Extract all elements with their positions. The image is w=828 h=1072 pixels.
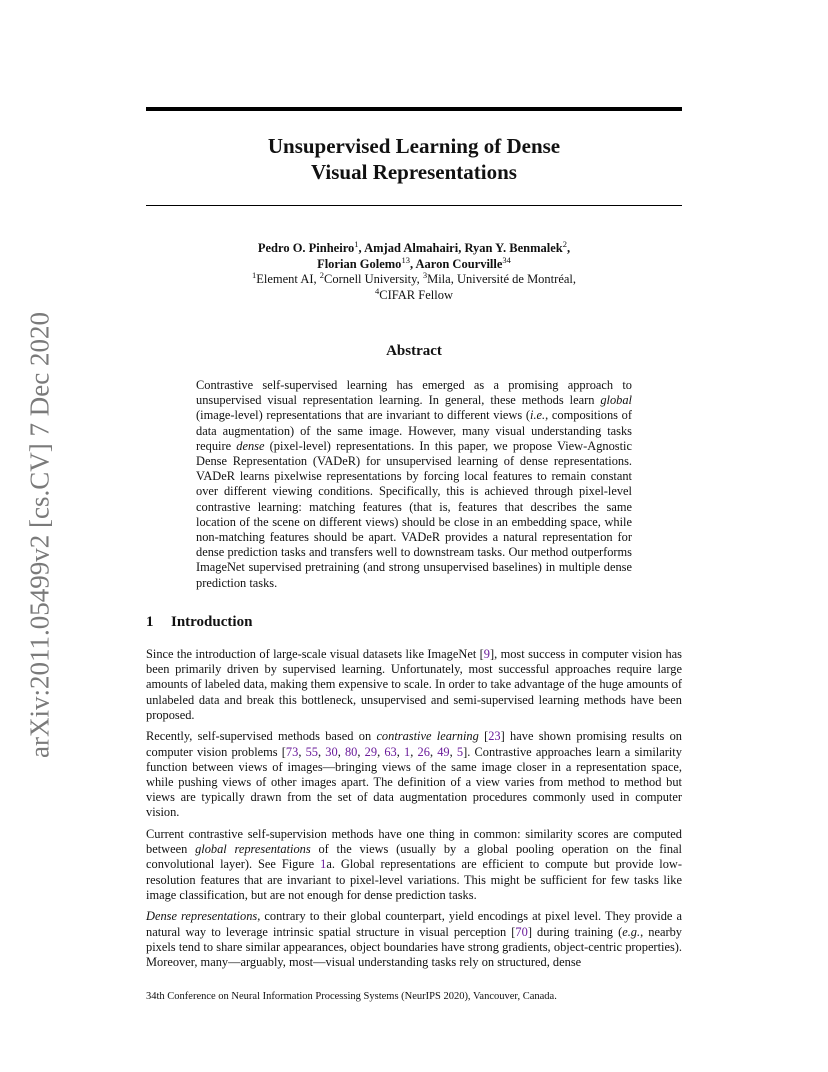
affiliation: Mila, Université de Montréal, bbox=[427, 272, 577, 286]
affiliation-mark: 4 bbox=[375, 285, 380, 296]
affiliation-mark: 2 bbox=[319, 270, 325, 280]
author-separator: , bbox=[567, 241, 571, 255]
text-segment: ] during training ( bbox=[527, 924, 623, 939]
text-segment: Recently, self-supervised methods based on bbox=[146, 729, 377, 744]
citation-link[interactable]: 30 bbox=[325, 744, 338, 759]
citation-link[interactable]: 63 bbox=[384, 744, 397, 759]
citation-link[interactable]: 23 bbox=[488, 729, 501, 744]
text-segment: a. Global representations are efficient to compute but provide low-resolution features that are invariant to pixel-level variations. This might be sufficient for few tasks like image classification, but are not enough for dense prediction tasks. bbox=[146, 857, 682, 902]
affiliation-line-1 bbox=[146, 272, 682, 288]
affiliation-mark: 2 bbox=[562, 239, 567, 249]
text-segment: , nearby pixels tend to share similar appearances, object boundaries have strong gradients, object-centric properties). Moreover, many—arguably, most—visual understanding tasks rely on structured, dense bbox=[146, 924, 682, 970]
text-segment: Since the introduction of large-scale visual datasets like ImageNet [ bbox=[146, 647, 484, 661]
paragraph-3 bbox=[146, 827, 682, 903]
title-line-2: Visual Representations bbox=[311, 160, 517, 184]
emphasis: global representations bbox=[195, 842, 311, 857]
affiliation-mark: 13 bbox=[401, 254, 410, 265]
abstract-text bbox=[196, 378, 632, 591]
affiliation-mark: 1 bbox=[354, 239, 359, 249]
affiliation-line-2 bbox=[146, 285, 682, 304]
emphasis: contrastive learning bbox=[376, 729, 479, 744]
affiliation: CIFAR Fellow bbox=[379, 287, 453, 302]
affiliation: Element AI, bbox=[256, 272, 320, 286]
abstract-segment: (image-level) representations that are invariant to different views ( bbox=[196, 408, 530, 423]
text-segment: ], most success in computer vision has been primarily driven by supervised learning. Unfortunately, most successful approaches require large amounts of labeled data, making them expensive to scale. In order to take advantage of the huge amounts of unlabeled data and break this bottleneck, unsupervised and semi-supervised learning methods have been proposed. bbox=[146, 647, 682, 722]
affiliation-mark: 34 bbox=[502, 254, 511, 265]
arxiv-identifier-stamp bbox=[20, 290, 60, 780]
abstract-emphasis: dense bbox=[236, 438, 265, 453]
text-segment: ] have shown promising results on computer vision problems [ bbox=[146, 729, 682, 759]
abstract-segment: , compositions of data augmentation) of the same image. However, many visual understanding tasks require bbox=[196, 408, 632, 453]
citation-link[interactable]: 73 bbox=[285, 744, 299, 759]
paper-title bbox=[146, 133, 682, 185]
section-title: Introduction bbox=[171, 614, 253, 630]
author-name: , Aaron Courville bbox=[409, 256, 503, 271]
citation-link[interactable]: 26 bbox=[417, 744, 430, 759]
title-top-rule bbox=[146, 107, 682, 111]
abstract-segment: Contrastive self-supervised learning has emerged as a promising approach to unsupervised visual representation learning. In general, these methods learn bbox=[196, 378, 632, 408]
text-segment: Current contrastive self-supervision methods have one thing in common: similarity scores are computed between bbox=[146, 827, 682, 857]
citation-link[interactable]: 29 bbox=[364, 744, 378, 759]
affiliation-mark: 3 bbox=[422, 270, 428, 280]
introduction-body bbox=[146, 647, 682, 977]
title-line-1: Unsupervised Learning of Dense bbox=[267, 134, 561, 158]
abstract-segment: (pixel-level) representations. In this paper, we propose View-Agnostic Dense Representation (VADeR) for unsupervised learning of dense representations. VADeR learns pixelwise representations by forcing local features to remain constant over different viewing conditions. Specifically, this is achieved through pixel-level contrastive learning: matching features (that is, features that describes the same location of the scene on different views) should be close in an embedding space, while non-matching features should be apart. VADeR provides a natural representation for dense prediction tasks and transfers well to downstream tasks. Our method outperforms ImageNet supervised pretraining (and strong unsupervised baselines) in multiple dense prediction tasks. bbox=[196, 438, 632, 590]
figure-reference-link[interactable]: 1 bbox=[320, 857, 327, 872]
text-segment: [ bbox=[478, 729, 489, 744]
citation-link[interactable]: 5 bbox=[456, 744, 464, 759]
abstract-emphasis: global bbox=[600, 393, 632, 408]
arxiv-stamp-text: arXiv:2011.05499v2 [cs.CV] 7 Dec 2020 bbox=[24, 312, 55, 758]
affiliation: Cornell University, bbox=[324, 272, 423, 286]
citation-list: 73, 55, 30, 80, 29, 63, 1, 26, 49, 5 bbox=[285, 744, 464, 759]
text-segment: , contrary to their global counterpart, yield encodings at pixel level. They provide a natural way to leverage intrinsic spatial structure in visual perception [ bbox=[146, 909, 682, 939]
citation-link[interactable]: 1 bbox=[404, 744, 411, 759]
paragraph-1 bbox=[146, 647, 682, 723]
text-segment: of the views (usually by a global pooling operation on the final convolutional layer). See Figure bbox=[146, 842, 682, 872]
citation-link[interactable]: 9 bbox=[483, 647, 490, 661]
conference-footnote: 34th Conference on Neural Information Processing Systems (NeurIPS 2020), Vancouver, Canada. bbox=[146, 991, 557, 1002]
author-name: Pedro O. Pinheiro bbox=[257, 241, 355, 255]
citation-link[interactable]: 49 bbox=[437, 744, 450, 759]
emphasis: e.g. bbox=[622, 924, 641, 939]
affiliation-mark: 1 bbox=[251, 270, 257, 280]
section-number: 1 bbox=[146, 614, 154, 630]
citation-link[interactable]: 70 bbox=[515, 924, 528, 939]
emphasis: Dense representations bbox=[146, 909, 258, 924]
author-block bbox=[146, 241, 682, 303]
abstract-heading: Abstract bbox=[386, 343, 442, 359]
abstract-emphasis: i.e. bbox=[530, 408, 546, 423]
citation-link[interactable]: 55 bbox=[305, 744, 318, 759]
paragraph-2 bbox=[146, 729, 682, 820]
citation-link[interactable]: 80 bbox=[344, 744, 358, 759]
title-bottom-rule bbox=[146, 205, 682, 206]
author-line-1 bbox=[146, 241, 682, 257]
text-segment: ]. Contrastive approaches learn a similarity function between views of images—bringing views of the same image closer in a representation space, while pushing views of other images apart. The definition of a view varies from method to method but views are typically drawn from the set of data augmentation procedures commonly used in computer vision. bbox=[146, 744, 682, 820]
author-names: , Amjad Almahairi, Ryan Y. Benmalek bbox=[358, 241, 563, 255]
author-line-2 bbox=[146, 254, 682, 273]
author-name: Florian Golemo bbox=[317, 256, 402, 271]
paragraph-4 bbox=[146, 909, 682, 970]
section-heading-introduction bbox=[146, 614, 252, 631]
